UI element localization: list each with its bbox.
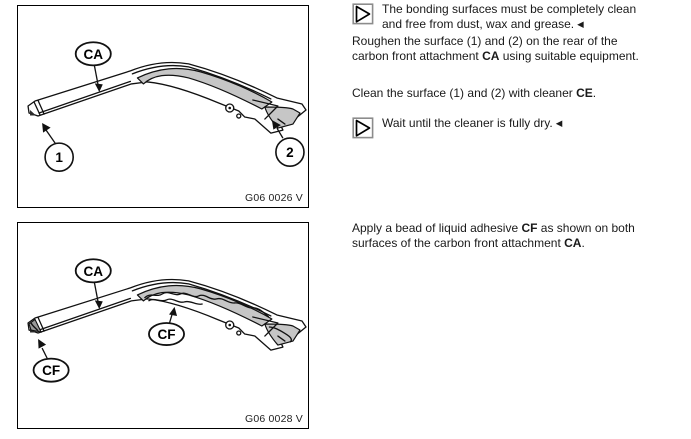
figure-code: G06 0026 V: [244, 192, 303, 204]
figure-code: G06 0028 V: [244, 413, 303, 425]
callout-2-label: 2: [286, 145, 294, 161]
note-body: Wait until the cleaner is fully dry.: [382, 116, 553, 130]
part-code-ce: CE: [576, 86, 593, 100]
adhesive-label: CF: [157, 327, 176, 343]
leader-arrowhead: [169, 307, 177, 316]
part-code-ca: CA: [482, 48, 500, 63]
leader-arrowhead: [38, 339, 46, 349]
part-label: CA: [83, 263, 104, 279]
carbon-attachment-drawing-2: [18, 223, 308, 428]
note-text: [382, 116, 640, 132]
part-code-ca: CA: [564, 235, 582, 250]
carbon-attachment-drawing-1: [18, 6, 308, 207]
paragraph-apply: [352, 221, 644, 250]
callout-circle-1: [42, 123, 73, 171]
end-marker: ◀: [577, 18, 584, 29]
part-code-cf: CF: [521, 221, 538, 235]
text-segment: Apply a bead of liquid adhesive: [352, 221, 522, 235]
text-segment: .: [581, 235, 585, 250]
note-triangle-icon: [352, 3, 374, 25]
part-drawing: [28, 63, 306, 134]
label-cf-mid: [149, 307, 184, 345]
note-triangle-icon: [352, 117, 374, 139]
callout-1-label: 1: [55, 150, 63, 166]
callout-circle-2: [272, 120, 304, 166]
adhesive-label: CF: [42, 363, 61, 379]
paragraph-roughen: [352, 34, 644, 63]
figure-box-adhesive: [17, 222, 309, 429]
text-segment: .: [592, 86, 597, 100]
note-body: The bonding surfaces must be completely clean and free from dust, wax and grease.: [382, 2, 637, 31]
note-text: [382, 2, 640, 32]
paragraph-clean: [352, 86, 644, 101]
text-segment: Roughen the surface (1) and (2) on the rear of the carbon front attachment: [352, 34, 618, 63]
note-bonding-clean: [352, 2, 644, 32]
text-segment: as shown on both surfaces of the carbon front attachment: [352, 221, 635, 250]
end-marker: ◀: [555, 118, 563, 128]
text-segment: using suitable equipment.: [499, 48, 639, 63]
note-wait-dry: [352, 116, 644, 139]
label-cf-left: [34, 339, 69, 382]
text-segment: Clean the surface (1) and (2) with cleaner: [352, 86, 577, 100]
part-label: CA: [83, 46, 104, 62]
figure-box-roughen: [17, 5, 309, 208]
